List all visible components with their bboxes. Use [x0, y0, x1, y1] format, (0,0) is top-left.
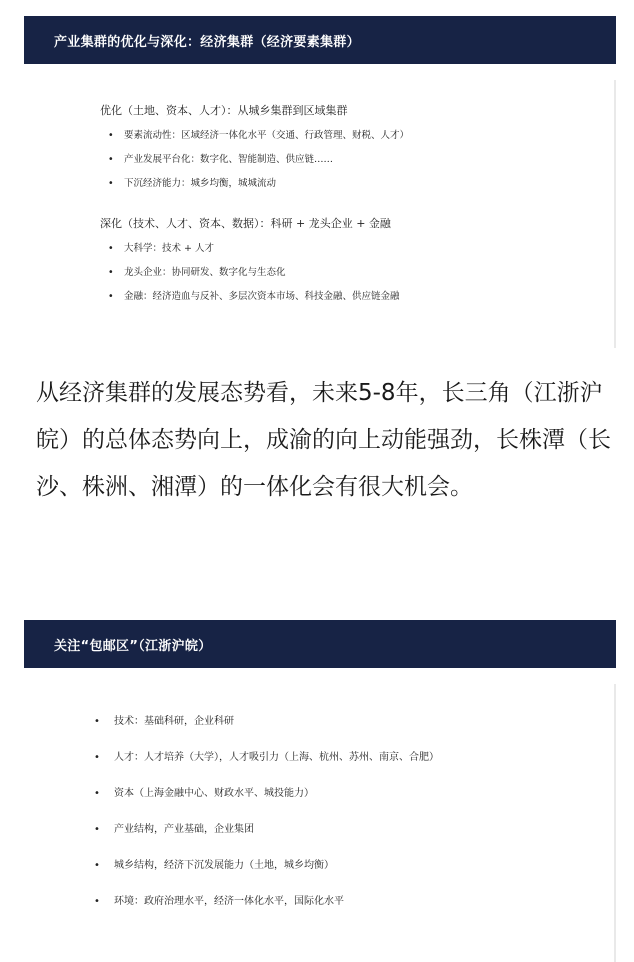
bullet-text: 技术：基础科研，企业科研: [114, 716, 234, 727]
group-heading-deepen: 深化（技术、人才、资本、数据）：科研 + 龙头企业 + 金融: [100, 217, 391, 230]
bullet-item: [94, 892, 344, 907]
bullet-item: [108, 240, 214, 254]
bullet-icon: •: [108, 154, 114, 165]
bullet-text: 资本（上海金融中心、财政水平、城投能力）: [114, 788, 314, 799]
bullet-item: [108, 264, 286, 278]
bullet-text: 产业发展平台化：数字化、智能制造、供应链……: [124, 154, 334, 165]
slide-body: [24, 64, 616, 348]
bullet-icon: •: [108, 178, 114, 189]
bullet-icon: •: [94, 860, 100, 871]
slide-title: 产业集群的优化与深化：经济集群（经济要素集群）: [24, 16, 616, 64]
bullet-icon: •: [94, 896, 100, 907]
bullet-item: [108, 151, 334, 165]
bullet-icon: •: [108, 243, 114, 254]
bullet-icon: •: [94, 752, 100, 763]
slide-body: [24, 668, 616, 962]
bullet-icon: •: [108, 267, 114, 278]
bullet-item: [94, 712, 234, 727]
bullet-text: 产业结构，产业基础，企业集团: [114, 824, 254, 835]
bullet-icon: •: [94, 716, 100, 727]
bullet-icon: •: [94, 824, 100, 835]
bullet-icon: •: [94, 788, 100, 799]
bullet-item: [108, 175, 277, 189]
bullet-text: 环境：政府治理水平，经济一体化水平，国际化水平: [114, 896, 344, 907]
bullet-item: [94, 856, 334, 871]
bullet-icon: •: [108, 291, 114, 302]
article-paragraph: 从经济集群的发展态势看，未来5-8年，长三角（江浙沪皖）的总体态势向上，成渝的向上动能强劲，长株潭（长沙、株洲、湘潭）的一体化会有很大机会。: [36, 380, 611, 500]
bullet-text: 大科学：技术 + 人才: [124, 243, 214, 254]
bullet-text: 金融：经济造血与反补、多层次资本市场、科技金融、供应链金融: [124, 291, 400, 302]
bullet-text: 下沉经济能力：城乡均衡，城城流动: [124, 178, 277, 189]
bullet-item: [108, 127, 410, 141]
bullet-item: [108, 288, 400, 302]
bullet-item: [94, 820, 254, 835]
slide-title: 关注“包邮区”（江浙沪皖）: [24, 620, 616, 668]
slide-focus-region: [24, 620, 616, 962]
bullet-item: [94, 748, 439, 763]
bullet-item: [94, 784, 314, 799]
bullet-text: 龙头企业：协同研发、数字化与生态化: [124, 267, 286, 278]
group-heading-optimize: 优化（土地、资本、人才）：从城乡集群到区域集群: [100, 104, 348, 117]
bullet-icon: •: [108, 130, 114, 141]
bullet-text: 人才：人才培养（大学），人才吸引力（上海、杭州、苏州、南京、合肥）: [114, 752, 439, 763]
bullet-text: 要素流动性：区域经济一体化水平（交通、行政管理、财税、人才）: [124, 130, 410, 141]
slide-economic-clusters: [24, 16, 616, 348]
bullet-text: 城乡结构，经济下沉发展能力（土地，城乡均衡）: [114, 860, 334, 871]
